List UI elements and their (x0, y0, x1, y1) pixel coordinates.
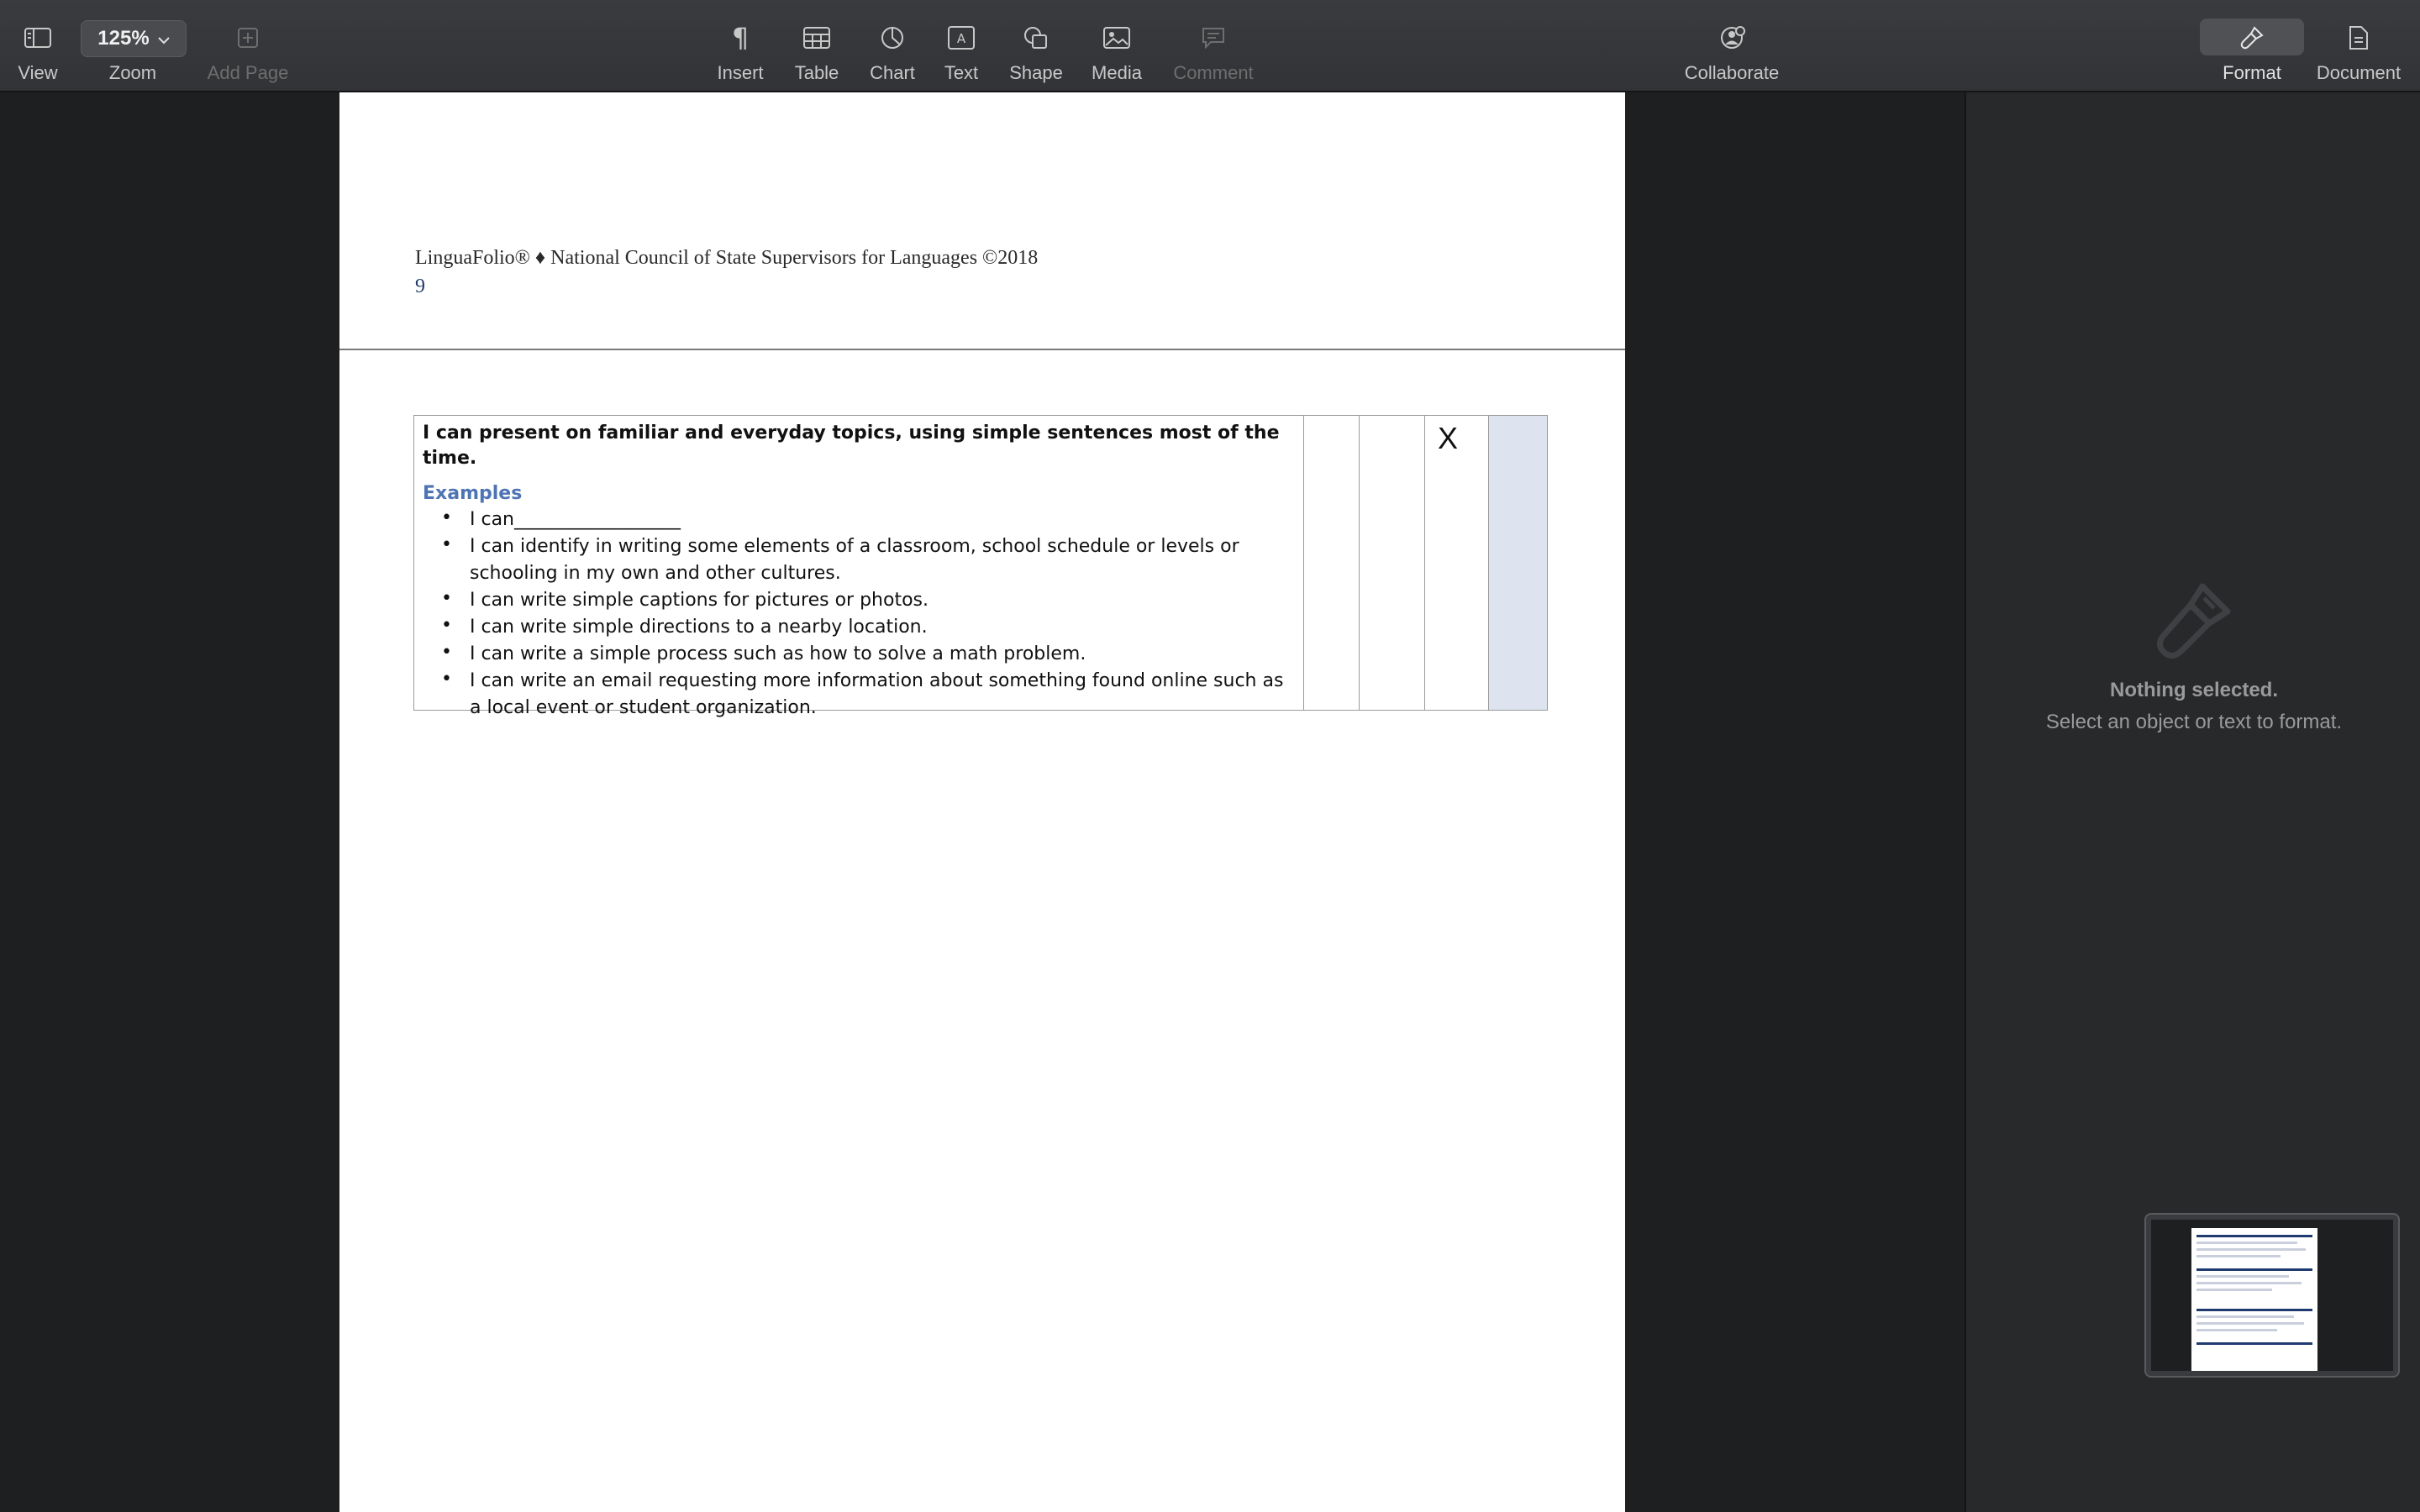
zoom-label: Zoom (108, 62, 157, 83)
image-icon (1103, 20, 1130, 55)
preview-line (2196, 1275, 2289, 1278)
shape-button[interactable] (1000, 0, 1072, 91)
header-divider (339, 349, 1625, 350)
statement-heading: I can present on familiar and everyday topics, using simple sentences most of the time. (423, 423, 1280, 469)
chart-button[interactable] (860, 0, 924, 91)
page-number[interactable]: 9 (415, 276, 425, 297)
table-label: Table (794, 62, 839, 83)
collaborate-icon (1718, 20, 1746, 55)
preview-line (2196, 1268, 2312, 1271)
add-page-icon (237, 20, 259, 55)
format-button[interactable] (2200, 0, 2304, 91)
comment-icon (1201, 20, 1226, 55)
zoom-control (81, 0, 185, 91)
add-page-label: Add Page (207, 62, 289, 83)
document-canvas[interactable] (0, 92, 1965, 1512)
insert-button[interactable] (706, 0, 775, 91)
preview-line (2196, 1329, 2277, 1331)
toolbar (0, 0, 2420, 92)
media-label: Media (1092, 62, 1142, 83)
preview-line (2196, 1342, 2312, 1345)
examples-list (423, 507, 1297, 722)
preview-line (2196, 1242, 2297, 1244)
statement-cell[interactable] (423, 421, 1297, 722)
preview-line (2196, 1322, 2304, 1325)
table-column-divider (1303, 416, 1304, 710)
zoom-value: 125% (97, 27, 150, 50)
examples-label: Examples (423, 483, 523, 504)
text-button[interactable] (931, 0, 992, 91)
preview-line (2196, 1235, 2312, 1237)
list-item: • I can write a simple process such as how to solve a math problem. (470, 641, 1297, 668)
page-header-text[interactable]: LinguaFolio® ♦ National Council of State Supervisors for Languages ©2018 (415, 247, 1039, 269)
can-do-table[interactable] (413, 415, 1548, 718)
shaded-column[interactable] (1488, 416, 1547, 710)
check-mark-x[interactable]: X (1438, 421, 1459, 455)
list-item: • I can write an email requesting more information about something found online such as a local event or student organization. (470, 668, 1297, 722)
insert-label: Insert (717, 62, 764, 83)
text-label: Text (944, 62, 979, 83)
preview-line (2196, 1255, 2281, 1257)
sidebar-icon (24, 20, 51, 55)
comment-button[interactable] (1165, 0, 1262, 91)
format-label: Format (2223, 62, 2281, 83)
table-column-divider (1359, 416, 1360, 710)
view-button[interactable] (12, 0, 64, 91)
table-icon (803, 20, 830, 55)
view-label: View (18, 62, 58, 83)
page-navigator-thumbnail[interactable] (2144, 1213, 2400, 1378)
media-button[interactable] (1082, 0, 1151, 91)
document-icon (2348, 20, 2370, 55)
preview-line (2196, 1289, 2272, 1291)
preview-line (2196, 1309, 2312, 1311)
pie-chart-icon (880, 20, 905, 55)
preview-line (2196, 1315, 2294, 1318)
svg-text:A: A (956, 31, 966, 46)
list-item: • I can__________________ (470, 507, 1297, 533)
table-button[interactable] (785, 0, 849, 91)
navigator-preview (2151, 1220, 2393, 1371)
collaborate-label: Collaborate (1684, 62, 1780, 83)
document-page[interactable] (339, 92, 1625, 1512)
document-label: Document (2316, 62, 2402, 83)
list-item: • I can write simple captions for pictures or photos. (470, 587, 1297, 614)
empty-state-title: Nothing selected. (2109, 679, 2279, 701)
text-box-icon (948, 20, 975, 55)
add-page-button[interactable] (202, 0, 294, 91)
comment-label: Comment (1173, 62, 1254, 83)
paintbrush-icon (2239, 20, 2265, 55)
preview-line (2196, 1248, 2306, 1251)
chart-label: Chart (870, 62, 915, 83)
preview-line (2196, 1282, 2302, 1284)
empty-state (1966, 580, 2420, 734)
document-button[interactable] (2309, 0, 2408, 91)
collaborate-button[interactable] (1674, 0, 1790, 91)
list-item: • I can write simple directions to a nearby location. (470, 614, 1297, 641)
navigator-page-preview (2191, 1228, 2317, 1371)
paintbrush-icon (1966, 580, 2420, 660)
shape-label: Shape (1009, 62, 1063, 83)
paragraph-icon: ¶ (731, 22, 750, 54)
table-column-divider (1424, 416, 1425, 710)
empty-state-subtitle: Select an object or text to format. (2045, 711, 2343, 733)
table-column-divider (1488, 416, 1489, 710)
shape-icon (1023, 20, 1050, 55)
list-item: • I can identify in writing some elements of a classroom, school schedule or levels or schooling in my own and other cultures. (470, 533, 1297, 587)
